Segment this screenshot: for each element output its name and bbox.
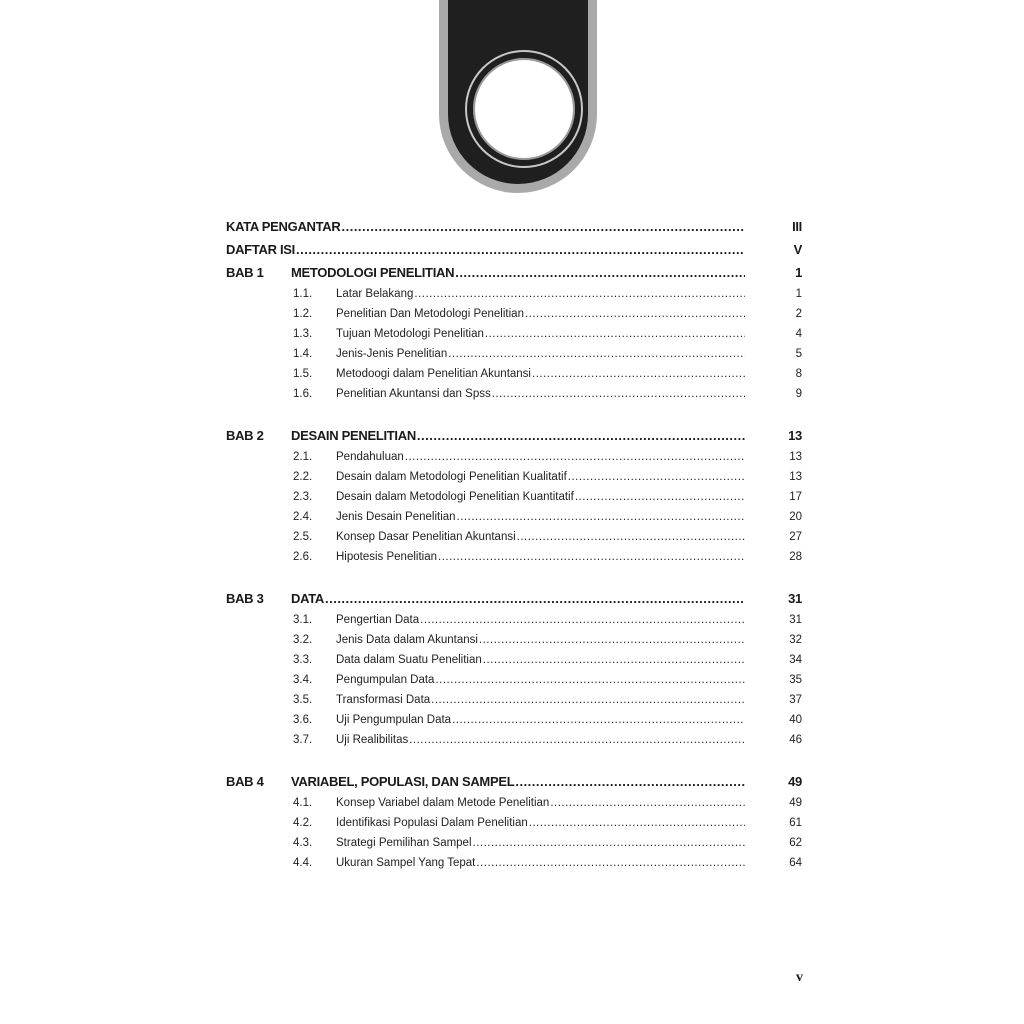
section-title: Hipotesis Penelitian — [336, 551, 438, 563]
toc-section[interactable] — [226, 345, 802, 363]
toc-section[interactable] — [226, 508, 802, 526]
section-number: 3.6. — [293, 714, 313, 726]
leader-dots — [341, 217, 745, 237]
section-number: 1.3. — [293, 328, 313, 340]
section-number: 2.1. — [293, 451, 313, 463]
leader-dots — [414, 285, 745, 303]
toc-chapter-4[interactable] — [226, 772, 802, 792]
section-title: Penelitian Akuntansi dan Spss — [336, 388, 491, 400]
toc-page-number: 9 — [795, 388, 802, 400]
section-number: 2.2. — [293, 471, 313, 483]
leader-dots — [448, 345, 745, 363]
section-number: 3.3. — [293, 654, 313, 666]
chapter-title: DESAIN PENELITIAN — [291, 428, 416, 443]
section-number: 1.6. — [293, 388, 313, 400]
toc-page-number: 17 — [789, 491, 802, 503]
section-title: Pengertian Data — [336, 614, 420, 626]
toc-page-number: 37 — [789, 694, 802, 706]
section-title: Latar Belakang — [336, 288, 414, 300]
section-number: 3.1. — [293, 614, 313, 626]
section-number: 1.2. — [293, 308, 313, 320]
toc-section[interactable] — [226, 285, 802, 303]
toc-section[interactable] — [226, 325, 802, 343]
toc-chapter-3[interactable] — [226, 589, 802, 609]
toc-section[interactable] — [226, 528, 802, 546]
toc-page-number: 20 — [789, 511, 802, 523]
toc-section[interactable] — [226, 794, 802, 812]
leader-dots — [575, 488, 745, 506]
leader-dots — [485, 325, 745, 343]
section-title: Desain dalam Metodologi Penelitian Kualitatif — [336, 471, 567, 483]
chapter-code: BAB 4 — [226, 774, 264, 789]
toc-section[interactable] — [226, 854, 802, 872]
section-title: Strategi Pemilihan Sampel — [336, 837, 472, 849]
toc-section[interactable] — [226, 611, 802, 629]
section-title: Konsep Dasar Penelitian Akuntansi — [336, 531, 516, 543]
leader-dots — [473, 834, 745, 852]
leader-dots — [517, 528, 745, 546]
toc-section[interactable] — [226, 448, 802, 466]
leader-dots — [532, 365, 745, 383]
header-tab-inner — [448, 0, 588, 184]
toc-section[interactable] — [226, 385, 802, 403]
toc-front-item-daftar-isi[interactable] — [226, 240, 802, 260]
leader-dots — [438, 548, 745, 566]
section-title: Uji Realibilitas — [336, 734, 409, 746]
leader-dots — [405, 448, 745, 466]
section-title: Jenis Data dalam Akuntansi — [336, 634, 478, 646]
section-title: Data dalam Suatu Penelitian — [336, 654, 482, 666]
section-title: Transformasi Data — [336, 694, 431, 706]
toc-page-number: 4 — [795, 328, 802, 340]
toc-page-number: 46 — [789, 734, 802, 746]
toc-page-number: 1 — [795, 288, 802, 300]
chapter-code: BAB 1 — [226, 265, 264, 280]
toc-page-number: 28 — [789, 551, 802, 563]
section-title: Penelitian Dan Metodologi Penelitian — [336, 308, 524, 320]
toc-section[interactable] — [226, 365, 802, 383]
toc-entry-title: DAFTAR ISI — [226, 242, 295, 257]
toc-page-number: 64 — [789, 857, 802, 869]
toc-section[interactable] — [226, 488, 802, 506]
footer-page-number: v — [796, 970, 803, 985]
toc-section[interactable] — [226, 711, 802, 729]
section-title: Uji Pengumpulan Data — [336, 714, 452, 726]
toc-section[interactable] — [226, 671, 802, 689]
toc-section[interactable] — [226, 548, 802, 566]
leader-dots — [455, 263, 745, 283]
section-title: Tujuan Metodologi Penelitian — [336, 328, 484, 340]
toc-page-number: 13 — [789, 451, 802, 463]
toc-page-number: III — [792, 219, 802, 234]
section-number: 4.4. — [293, 857, 313, 869]
section-title: Ukuran Sampel Yang Tepat — [336, 857, 476, 869]
toc-page-number: 2 — [795, 308, 802, 320]
toc-page-number: 49 — [788, 774, 802, 789]
toc-page-number: 35 — [789, 674, 802, 686]
toc-front-item-kata-pengantar[interactable] — [226, 217, 802, 237]
chapter-title: METODOLOGI PENELITIAN — [291, 265, 455, 280]
section-number: 3.5. — [293, 694, 313, 706]
section-number: 3.4. — [293, 674, 313, 686]
section-number: 3.7. — [293, 734, 313, 746]
section-title: Metodoogi dalam Penelitian Akuntansi — [336, 368, 531, 380]
leader-dots — [483, 651, 745, 669]
section-title: Identifikasi Populasi Dalam Penelitian — [336, 817, 528, 829]
leader-dots — [417, 426, 745, 446]
leader-dots — [296, 240, 745, 260]
toc-page-number: V — [793, 242, 802, 257]
toc-page-number: 31 — [788, 591, 802, 606]
toc-page-number: 13 — [788, 428, 802, 443]
toc-page-number: 1 — [795, 265, 802, 280]
leader-dots — [457, 508, 745, 526]
leader-dots — [529, 814, 745, 832]
leader-dots — [409, 731, 745, 749]
section-number: 2.3. — [293, 491, 313, 503]
leader-dots — [525, 305, 745, 323]
toc-page-number: 62 — [789, 837, 802, 849]
chapter-title: VARIABEL, POPULASI, DAN SAMPEL — [291, 774, 515, 789]
toc-page-number: 27 — [789, 531, 802, 543]
leader-dots — [435, 671, 745, 689]
leader-dots — [452, 711, 745, 729]
toc-page-number: 31 — [789, 614, 802, 626]
toc-section[interactable] — [226, 731, 802, 749]
section-number: 2.6. — [293, 551, 313, 563]
toc-page-number: 32 — [789, 634, 802, 646]
leader-dots — [325, 589, 745, 609]
toc-section[interactable] — [226, 814, 802, 832]
section-number: 4.3. — [293, 837, 313, 849]
toc-page-number: 61 — [789, 817, 802, 829]
leader-dots — [492, 385, 745, 403]
leader-dots — [515, 772, 745, 792]
section-number: 2.4. — [293, 511, 313, 523]
toc-section[interactable] — [226, 468, 802, 486]
toc-section[interactable] — [226, 305, 802, 323]
section-title: Konsep Variabel dalam Metode Penelitian — [336, 797, 550, 809]
chapter-code: BAB 3 — [226, 591, 264, 606]
section-title: Desain dalam Metodologi Penelitian Kuantitatif — [336, 491, 574, 503]
section-title: Jenis Desain Penelitian — [336, 511, 456, 523]
leader-dots — [568, 468, 745, 486]
chapter-title: DATA — [291, 591, 324, 606]
section-number: 2.5. — [293, 531, 313, 543]
leader-dots — [479, 631, 745, 649]
section-number: 4.2. — [293, 817, 313, 829]
toc-section[interactable] — [226, 631, 802, 649]
toc-section[interactable] — [226, 834, 802, 852]
toc-section[interactable] — [226, 691, 802, 709]
toc-page-number: 40 — [789, 714, 802, 726]
section-title: Pengumpulan Data — [336, 674, 435, 686]
toc-page-number: 8 — [795, 368, 802, 380]
section-number: 1.4. — [293, 348, 313, 360]
section-title: Pendahuluan — [336, 451, 404, 463]
toc-page-number: 49 — [789, 797, 802, 809]
chapter-code: BAB 2 — [226, 428, 264, 443]
leader-dots — [431, 691, 745, 709]
leader-dots — [476, 854, 745, 872]
toc-entry-title: KATA PENGANTAR — [226, 219, 341, 234]
header-tab-decoration — [439, 0, 597, 193]
section-number: 4.1. — [293, 797, 313, 809]
toc-chapter-2[interactable] — [226, 426, 802, 446]
toc-page-number: 5 — [795, 348, 802, 360]
section-title: Jenis-Jenis Penelitian — [336, 348, 448, 360]
toc-page-number: 34 — [789, 654, 802, 666]
section-number: 1.5. — [293, 368, 313, 380]
leader-dots — [420, 611, 745, 629]
toc-section[interactable] — [226, 651, 802, 669]
header-circle — [467, 52, 581, 166]
section-number: 1.1. — [293, 288, 313, 300]
section-number: 3.2. — [293, 634, 313, 646]
leader-dots — [550, 794, 745, 812]
toc-chapter-1[interactable] — [226, 263, 802, 283]
toc-page-number: 13 — [789, 471, 802, 483]
